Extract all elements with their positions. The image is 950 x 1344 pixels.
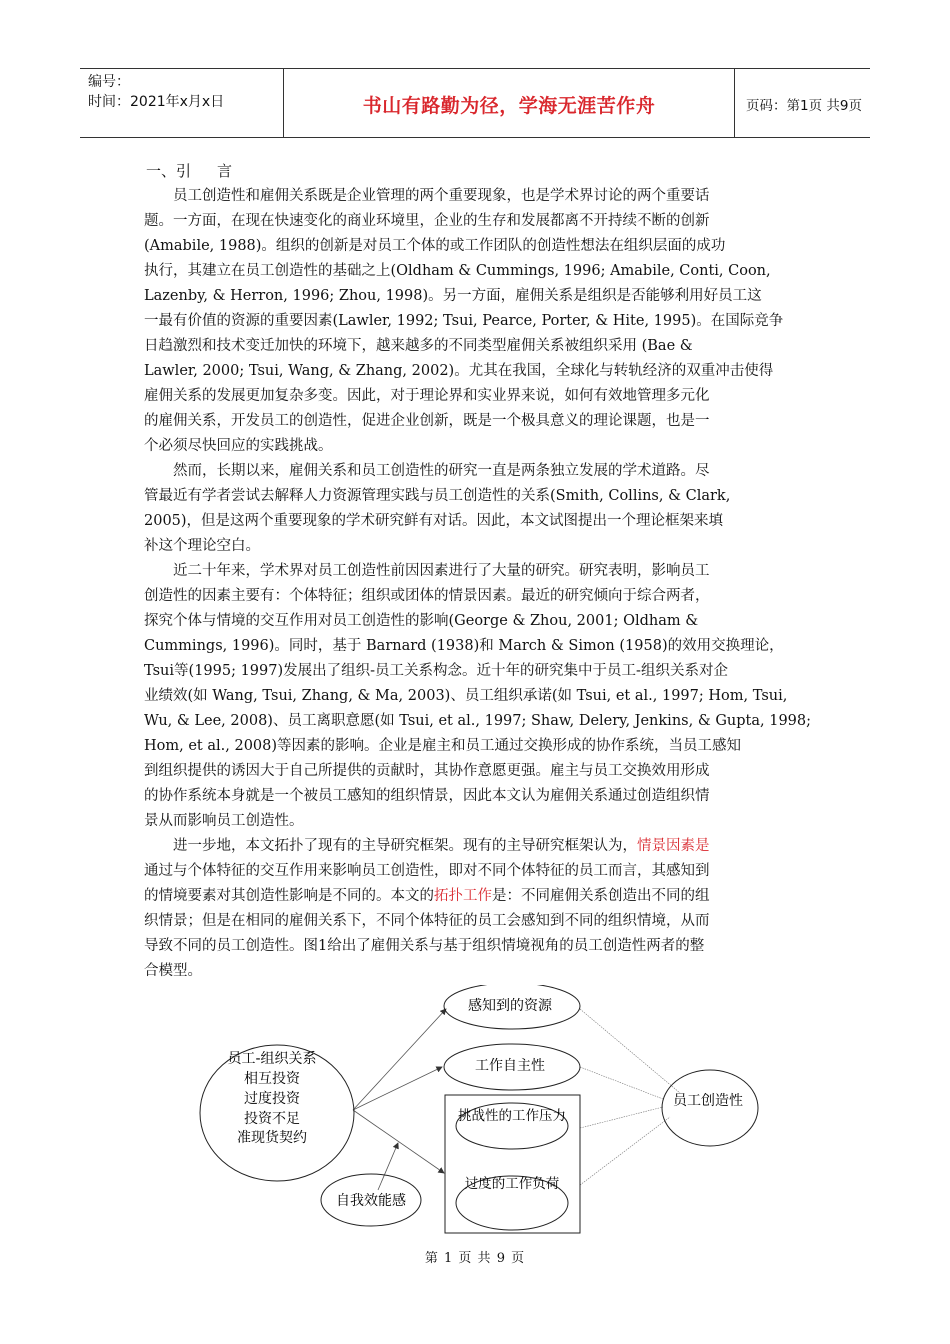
header-page-cell	[734, 69, 870, 137]
text-line: Wu, & Lee, 2008)、员工离职意愿(如 Tsui, et al., 1997; Shaw, Delery, Jenkins, & Gupta, 1998;	[144, 713, 812, 729]
text-line: 业绩效(如 Wang, Tsui, Zhang, & Ma, 2003)、员工组织承诺(如 Tsui, et al., 1997; Hom, Tsui,	[144, 688, 788, 704]
text-line: 通过与个体特征的交互作用来影响员工创造性，即对不同个体特征的员工而言，其感知到	[144, 863, 710, 879]
text-line: 员工创造性和雇佣关系既是企业管理的两个重要现象，也是学术界讨论的两个重要话	[144, 188, 710, 204]
arrow-self-efficacy	[378, 1143, 398, 1190]
text-line: 然而，长期以来，雇佣关系和员工创造性的研究一直是两条独立发展的学术道路。尽	[144, 463, 710, 479]
text-line: 织情景；但是在相同的雇佣关系下，不同个体特征的员工会感知到不同的组织情境，从而	[144, 913, 710, 929]
text-run: 进一步地，本文拓扑了现有的主导研究框架。现有的主导研究框架认为，	[144, 838, 637, 854]
text-line: 景从而影响员工创造性。	[144, 813, 304, 829]
node-label: 相互投资	[244, 1071, 300, 1087]
text-line: Lawler, 2000; Tsui, Wang, & Zhang, 2002)。尤其在我国，全球化与转轨经济的双重冲击使得	[144, 363, 774, 379]
paragraph-1	[144, 184, 806, 459]
arrow-to-autonomy	[353, 1067, 442, 1110]
text-line: Lazenby, & Herron, 1996; Zhou, 1998)。另一方面，雇佣关系是组织是否能够利用好员工这	[144, 288, 762, 304]
text-line: 导致不同的员工创造性。图1给出了雇佣关系与基于组织情境视角的员工创造性两者的整	[144, 938, 705, 954]
text-line: 的协作系统本身就是一个被员工感知的组织情景，因此本文认为雇佣关系通过创造组织情	[144, 788, 710, 804]
arrow-to-box	[353, 1110, 444, 1173]
text-line: 的雇佣关系，开发员工的创造性，促进企业创新，既是一个极具意义的理论课题，也是一	[144, 413, 710, 429]
arrow-to-resources	[353, 1009, 446, 1110]
text-line: 题。一方面，在现在快速变化的商业环境里，企业的生存和发展都离不开持续不断的创新	[144, 213, 710, 229]
paragraph-3	[144, 559, 812, 834]
page-info: 页码：第1页 共9页	[746, 98, 862, 114]
text-line: 管最近有学者尝试去解释人力资源管理实践与员工创造性的关系(Smith, Collins, & Clark,	[144, 488, 731, 504]
text-line: 2005)，但是这两个重要现象的学术研究鲜有对话。因此，本文试图提出一个理论框架来填	[144, 513, 724, 529]
node-label: 准现货契约	[237, 1130, 307, 1146]
text-line: Cummings, 1996)。同时，基于 Barnard (1938)和 March & Simon (1958)的效用交换理论，	[144, 638, 784, 654]
resources-label: 感知到的资源	[468, 998, 552, 1014]
text-line: 到组织提供的诱因大于自己所提供的贡献时，其协作意愿更强。雇主与员工交换效用形成	[144, 763, 710, 779]
highlight-term: 拓扑工作	[434, 888, 492, 904]
text-line: (Amabile, 1988)。组织的创新是对员工个体的或工作团队的创造性想法在组织层面的成功	[144, 238, 726, 254]
node-label: 投资不足	[244, 1111, 300, 1127]
text-line: 补这个理论空白。	[144, 538, 260, 554]
self-efficacy-label: 自我效能感	[336, 1193, 406, 1209]
text-line: 近二十年来，学术界对员工创造性前因因素进行了大量的研究。研究表明，影响员工	[144, 563, 710, 579]
text-line: Tsui等(1995; 1997)发展出了组织-员工关系构念。近十年的研究集中于员工-组织关系对企	[144, 663, 728, 679]
header-motto-cell	[283, 69, 735, 137]
arrow-resources-creativity	[580, 1009, 680, 1093]
node-label: 过度投资	[244, 1091, 300, 1107]
text-line: 创造性的因素主要有：个体特征；组织或团体的情景因素。最近的研究倾向于综合两者，	[144, 588, 710, 604]
text-line: 个必须尽快回应的实践挑战。	[144, 438, 333, 454]
overload-label: 过度的工作负荷	[464, 1176, 560, 1192]
model-diagram	[150, 985, 790, 1240]
motto: 书山有路勤为径，学海无涯苦作舟	[362, 95, 656, 117]
text-line: 一最有价值的资源的重要因素(Lawler, 1992; Tsui, Pearce, Porter, & Hite, 1995)。在国际竞争	[144, 313, 784, 329]
text-line	[144, 834, 806, 859]
creativity-label: 员工创造性	[673, 1093, 743, 1109]
number-label: 编号：	[88, 74, 130, 90]
arrow-autonomy-creativity	[580, 1067, 663, 1099]
text-line: 日趋激烈和技术变迁加快的环境下，越来越多的不同类型雇佣关系被组织采用 (Bae &	[144, 338, 693, 354]
arrow-challenge-creativity	[580, 1107, 663, 1128]
time-label: 时间：2021年x月x日	[88, 94, 225, 110]
text-line: 合模型。	[144, 963, 202, 979]
paragraph-2	[144, 459, 806, 559]
arrow-overload-creativity	[580, 1117, 670, 1185]
text-line	[144, 884, 806, 909]
page-footer: 第 1 页 共 9 页	[424, 1251, 526, 1266]
text-run: 的情境要素对其创造性影响是不同的。本文的	[144, 888, 434, 904]
section-number: 一、引	[146, 162, 192, 180]
text-line: 探究个体与情境的交互作用对员工创造性的影响(George & Zhou, 2001; Oldham &	[144, 613, 699, 629]
paragraph-4	[144, 834, 806, 984]
text-run: 是：不同雇佣关系创造出不同的组	[492, 888, 710, 904]
challenge-label: 挑战性的工作压力	[458, 1108, 566, 1124]
text-line: Hom, et al., 2008)等因素的影响。企业是雇主和员工通过交换形成的协作系统，当员工感知	[144, 738, 742, 754]
header-meta-cell	[80, 69, 283, 137]
section-title	[146, 160, 232, 181]
node-label: 员工-组织关系	[227, 1051, 317, 1067]
text-line: 执行，其建立在员工创造性的基础之上(Oldham & Cummings, 1996; Amabile, Conti, Coon,	[144, 263, 771, 279]
autonomy-label: 工作自主性	[475, 1058, 545, 1074]
page-header	[80, 68, 870, 138]
text-line: 雇佣关系的发展更加复杂多变。因此，对于理论界和实业界来说，如何有效地管理多元化	[144, 388, 710, 404]
highlight-term: 情景因素是	[637, 838, 710, 854]
section-word: 言	[217, 162, 233, 180]
